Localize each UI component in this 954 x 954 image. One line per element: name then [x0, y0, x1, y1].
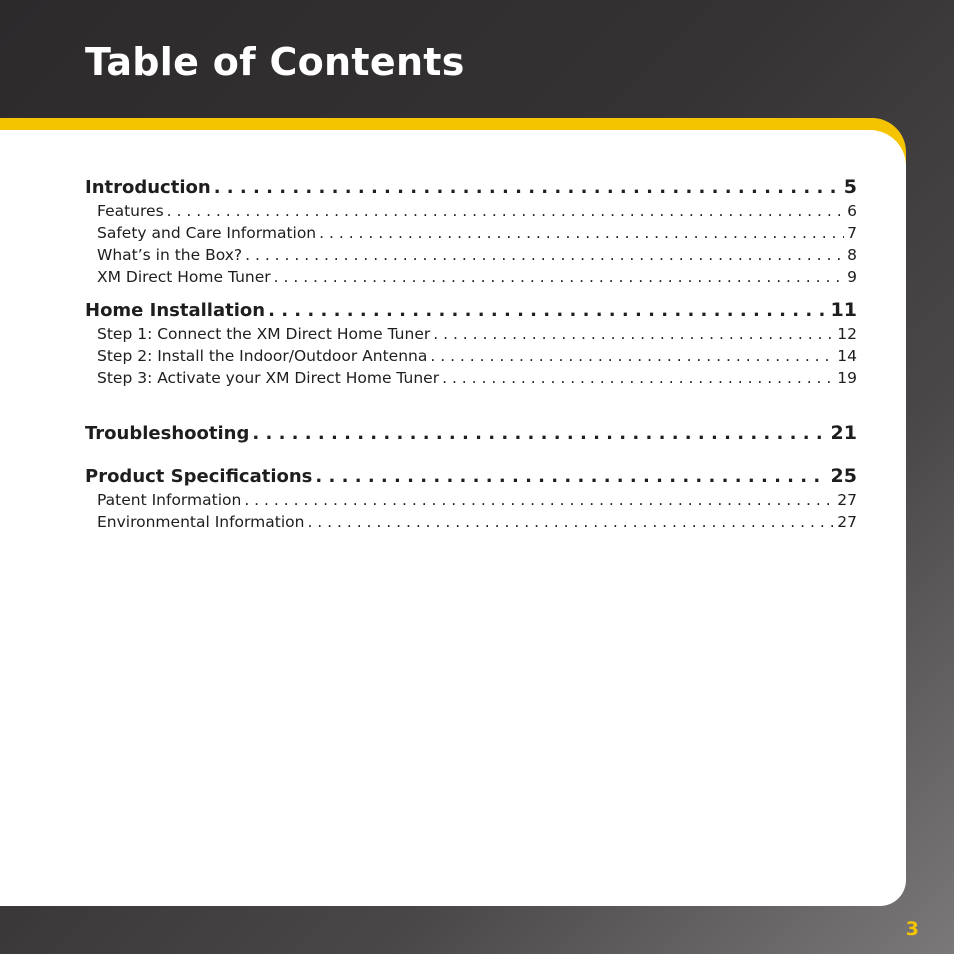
toc-item-label: Step 2: Install the Indoor/Outdoor Antenna	[97, 347, 428, 365]
toc-item-label: Patent Information	[97, 491, 242, 509]
dot-leader	[430, 347, 834, 365]
dot-leader	[167, 202, 844, 220]
toc-section-introduction[interactable]	[85, 176, 857, 202]
toc-section-page: 5	[843, 176, 857, 198]
toc-item-step-3[interactable]	[85, 369, 857, 391]
toc-item-safety[interactable]	[85, 224, 857, 246]
dot-leader	[433, 325, 834, 343]
toc-item-page: 27	[837, 513, 857, 531]
toc-item-features[interactable]	[85, 202, 857, 224]
toc-item-label: Safety and Care Information	[97, 224, 317, 242]
toc-section-troubleshooting[interactable]	[85, 422, 857, 448]
toc-item-page: 27	[837, 491, 857, 509]
dot-leader	[245, 246, 844, 264]
toc-item-label: Environmental Information	[97, 513, 305, 531]
toc-item-patent-information[interactable]	[85, 491, 857, 513]
dot-leader	[268, 300, 827, 321]
toc-item-page: 14	[837, 347, 857, 365]
toc-item-step-1[interactable]	[85, 325, 857, 347]
dot-leader	[214, 177, 841, 198]
dot-leader	[252, 423, 827, 444]
toc-section-page: 25	[830, 465, 857, 487]
dot-leader	[442, 369, 834, 387]
dot-leader	[244, 491, 834, 509]
dot-leader	[315, 466, 827, 487]
toc-item-environmental-information[interactable]	[85, 513, 857, 535]
toc-section-page: 21	[830, 422, 857, 444]
toc-item-page: 19	[837, 369, 857, 387]
toc-section-title: Product Specifications	[85, 466, 313, 487]
dot-leader	[307, 513, 834, 531]
page-title: Table of Contents	[85, 40, 465, 84]
toc-section-page: 11	[830, 299, 857, 321]
toc-item-xm-direct-home-tuner[interactable]	[85, 268, 857, 290]
dot-leader	[319, 224, 844, 242]
toc-item-label: Step 3: Activate your XM Direct Home Tuner	[97, 369, 440, 387]
toc-section-title: Troubleshooting	[85, 423, 250, 444]
toc-section-title: Home Installation	[85, 300, 266, 321]
toc-item-page: 7	[847, 224, 857, 242]
toc-item-step-2[interactable]	[85, 347, 857, 369]
toc-item-whats-in-box[interactable]	[85, 246, 857, 268]
dot-leader	[274, 268, 844, 286]
toc-item-label: What’s in the Box?	[97, 246, 243, 264]
toc-item-page: 6	[847, 202, 857, 220]
toc-section-home-installation[interactable]	[85, 299, 857, 325]
table-of-contents	[85, 176, 857, 535]
toc-item-label: Features	[97, 202, 164, 220]
toc-item-label: XM Direct Home Tuner	[97, 268, 271, 286]
page-number: 3	[905, 918, 919, 940]
toc-item-label: Step 1: Connect the XM Direct Home Tuner	[97, 325, 431, 343]
toc-section-product-specifications[interactable]	[85, 465, 857, 491]
toc-item-page: 9	[847, 268, 857, 286]
toc-item-page: 12	[837, 325, 857, 343]
toc-section-title: Introduction	[85, 177, 211, 198]
toc-item-page: 8	[847, 246, 857, 264]
